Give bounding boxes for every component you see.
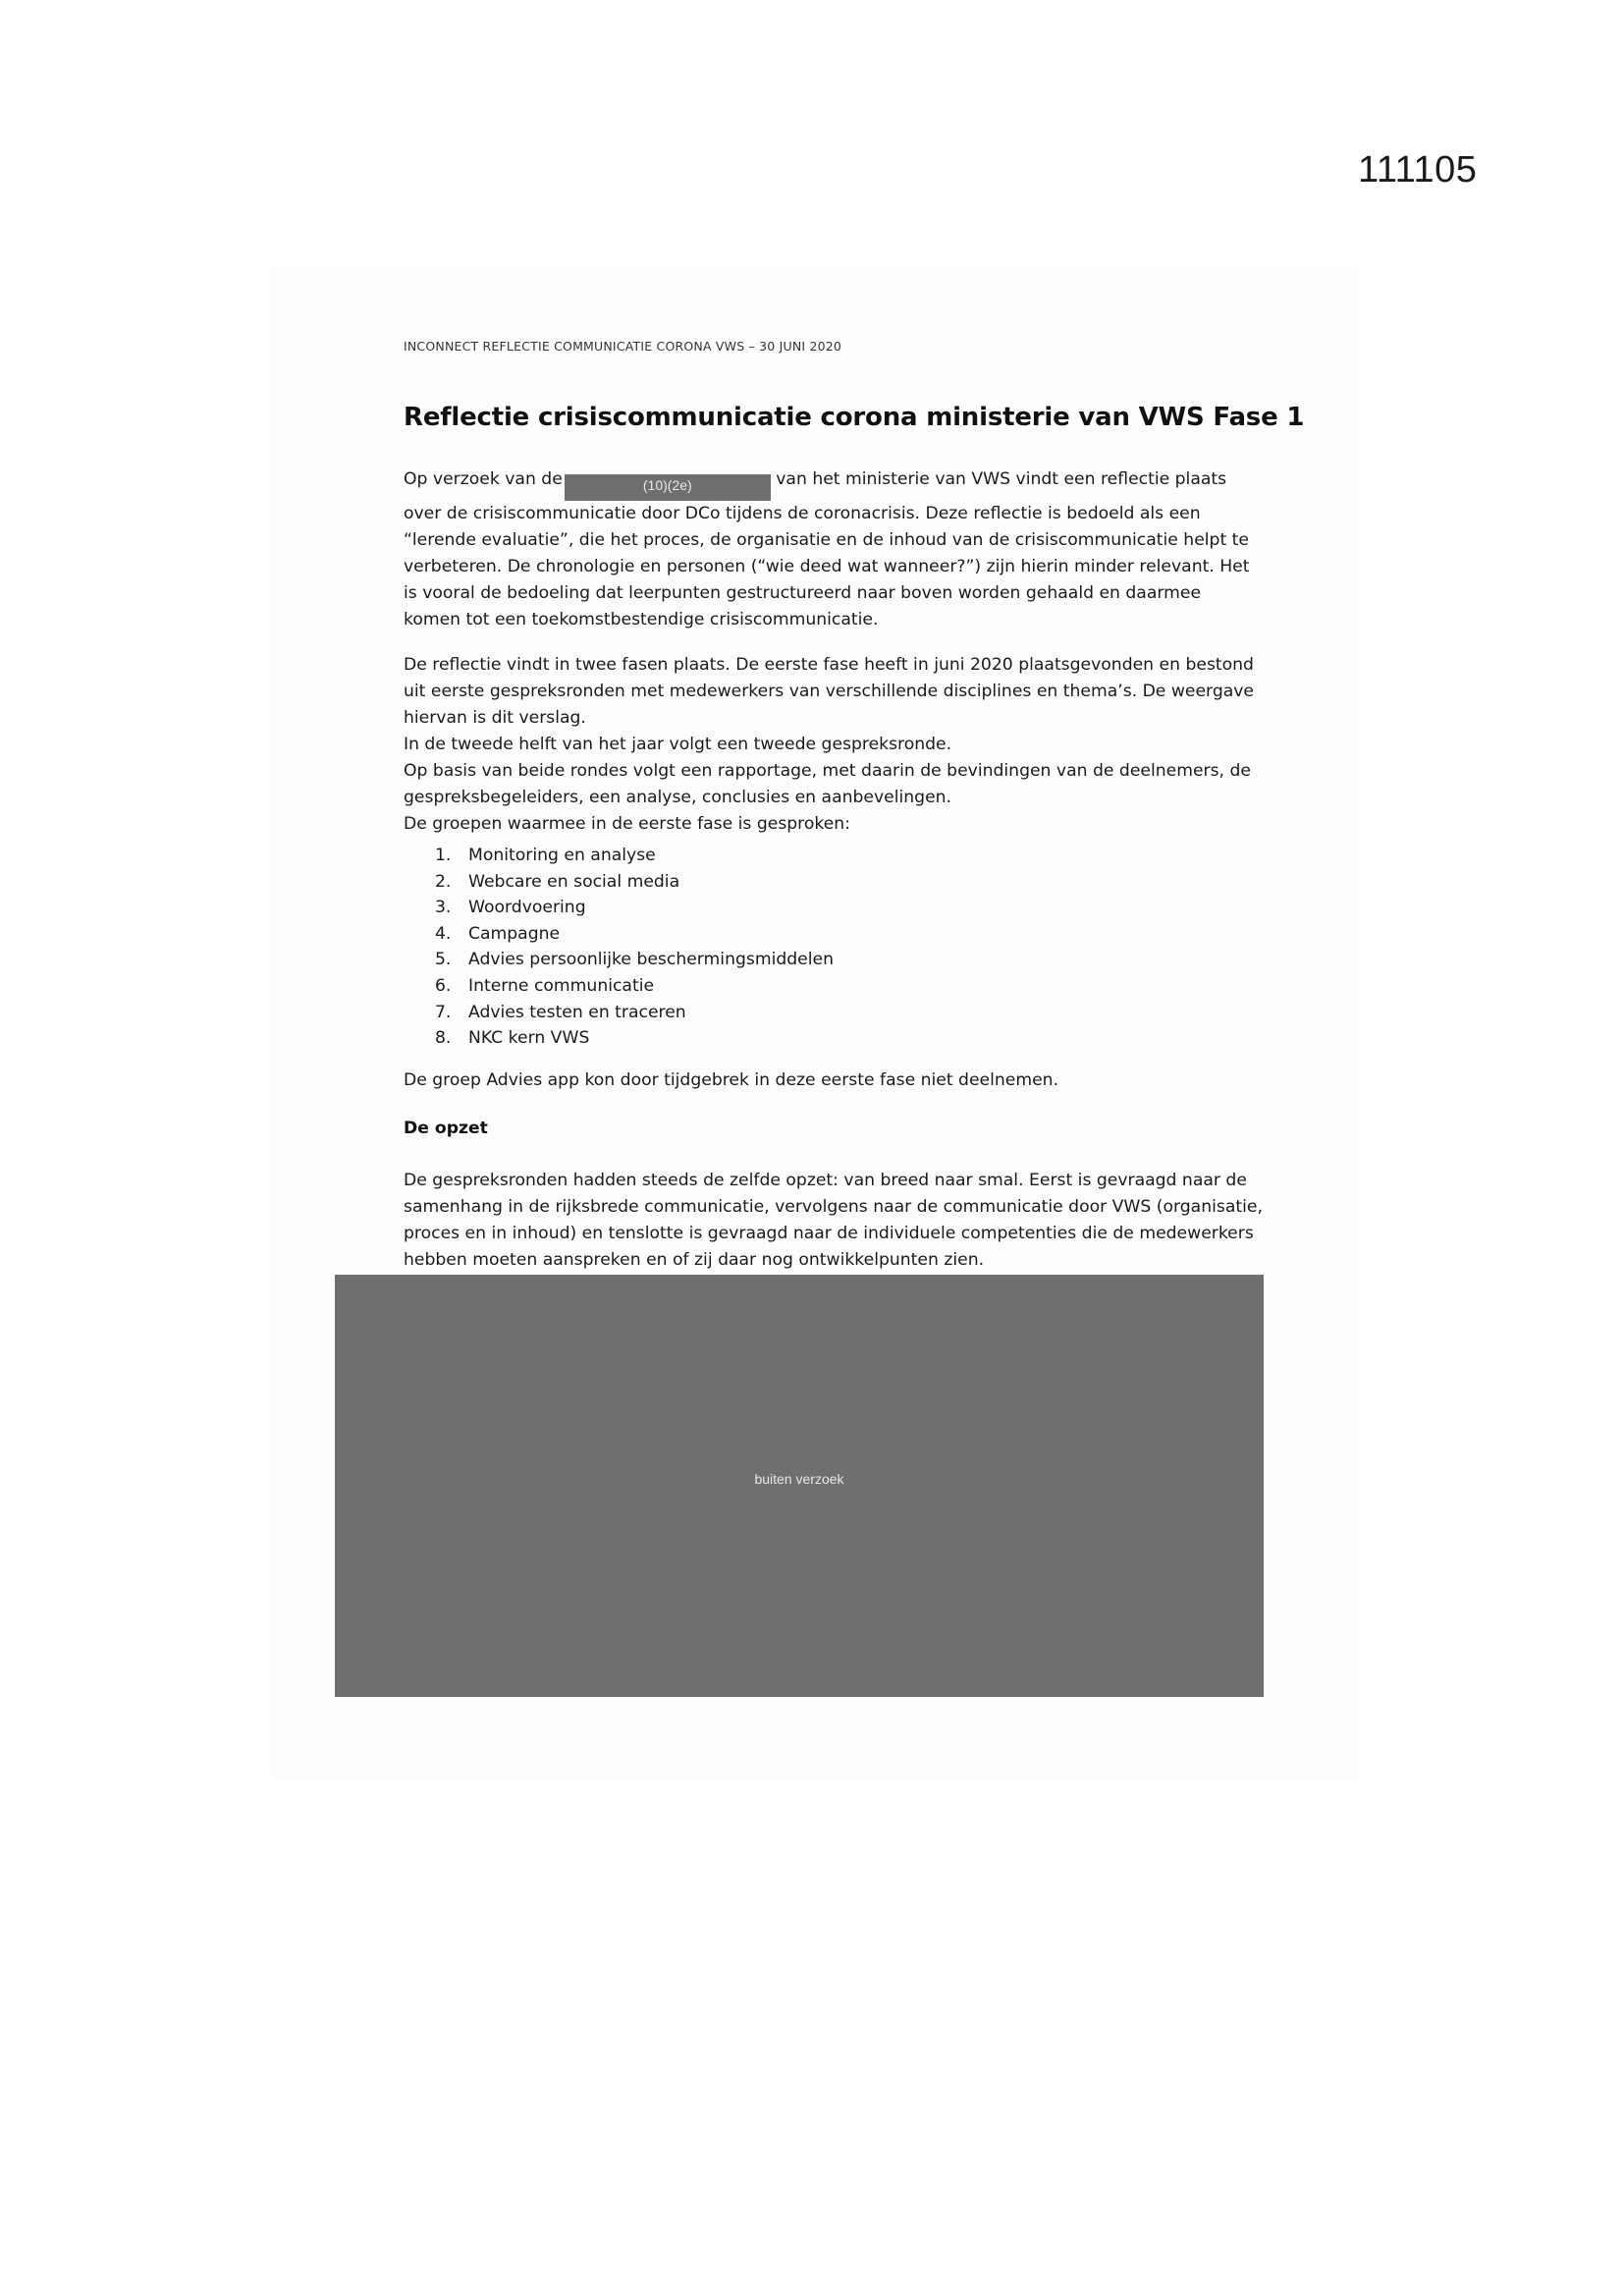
phases-line: In de tweede helft van het jaar volgt een tweede gespreksronde.: [404, 735, 952, 754]
phases-line: Op basis van beide rondes volgt een rapportage, met daarin de bevindingen van de deelnemers, de: [404, 761, 1251, 781]
opzet-heading: De opzet: [404, 1119, 488, 1138]
redaction-block: [335, 1275, 1264, 1697]
intro-line: is vooral de bedoeling dat leerpunten gestructureerd naar boven worden gehaald en daarmee: [404, 583, 1202, 603]
groups-list: [435, 843, 834, 1052]
opzet-line: proces en in inhoud) en tenslotte is gevraagd naar de individuele competenties die de medewerkers: [404, 1224, 1254, 1243]
list-item: 7. Advies testen en traceren: [435, 1002, 686, 1022]
intro-first-line: [404, 466, 1238, 501]
redaction-label: buiten verzoek: [754, 1471, 844, 1487]
intro-line: “lerende evaluatie”, die het proces, de organisatie en de inhoud van de crisiscommunicatie helpt te: [404, 530, 1249, 550]
phases-line: uit eerste gespreksronden met medewerkers van verschillende disciplines en thema’s. De weergave: [404, 682, 1255, 701]
phases-line: gespreksbegeleiders, een analyse, conclusies en aanbevelingen.: [404, 788, 952, 807]
running-header: INCONNECT REFLECTIE COMMUNICATIE CORONA VWS – 30 JUNI 2020: [404, 339, 842, 354]
list-item: 2. Webcare en social media: [435, 871, 680, 892]
advies-app-note: [404, 1067, 1238, 1094]
intro-tail: van het ministerie van VWS vindt een reflectie plaats: [776, 469, 1227, 489]
list-item: 8. NKC kern VWS: [435, 1028, 590, 1049]
intro-line: komen tot een toekomstbestendige crisiscommunicatie.: [404, 610, 879, 629]
list-item: 5. Advies persoonlijke beschermingsmiddelen: [435, 950, 834, 970]
intro-lead: Op verzoek van de: [404, 469, 563, 489]
list-item: 6. Interne communicatie: [435, 975, 655, 996]
opzet-paragraph: [404, 1168, 1263, 1274]
phases-line: hiervan is dit verslag.: [404, 708, 586, 728]
opzet-line: samenhang in de rijksbrede communicatie, vervolgens naar de communicatie door VWS (organisatie,: [404, 1197, 1263, 1217]
phases-line: De groepen waarmee in de eerste fase is gesproken:: [404, 814, 850, 834]
opzet-line: De gespreksronden hadden steeds de zelfde opzet: van breed naar smal. Eerst is gevraagd naar de: [404, 1171, 1247, 1190]
intro-line: over de crisiscommunicatie door DCo tijdens de coronacrisis. Deze reflectie is bedoeld als een: [404, 504, 1201, 523]
list-item: 1. Monitoring en analyse: [435, 846, 656, 865]
intro-paragraph: [404, 466, 1250, 633]
intro-line: verbeteren. De chronologie en personen (“wie deed wat wanneer?”) zijn hierin minder relevant. Het: [404, 557, 1250, 576]
phases-line: De reflectie vindt in twee fasen plaats. De eerste fase heeft in juni 2020 plaatsgevonden en bestond: [404, 655, 1254, 675]
list-item: 3. Woordvoering: [435, 898, 586, 918]
phases-paragraph: [404, 652, 1255, 838]
document-number: 111105: [1358, 149, 1478, 191]
opzet-line: hebben moeten aanspreken en of zij daar nog ontwikkelpunten zien.: [404, 1250, 985, 1270]
inline-redaction: (10)(2e): [565, 474, 771, 501]
document-title: Reflectie crisiscommunicatie corona ministerie van VWS Fase 1: [404, 403, 1305, 432]
list-item: 4. Campagne: [435, 923, 561, 944]
advies-app-line: De groep Advies app kon door tijdgebrek in deze eerste fase niet deelnemen.: [404, 1070, 1059, 1090]
